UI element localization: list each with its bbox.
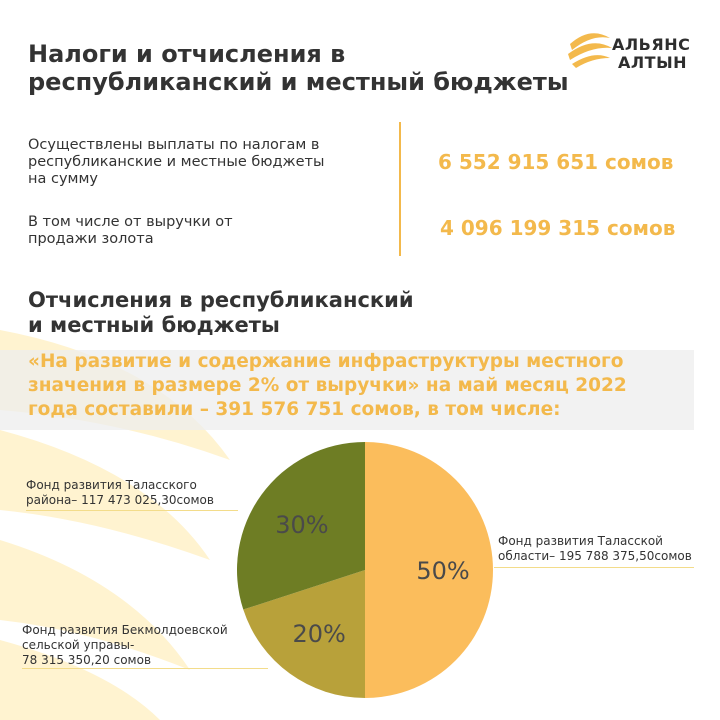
stat-value-gold: 4 096 199 315 сомов xyxy=(440,216,676,240)
legend-bekmoldo-line3: 78 315 350,20 сомов xyxy=(22,653,152,667)
pie-label-bekmoldo: 20% xyxy=(292,620,346,649)
pie-label-oblast: 50% xyxy=(416,557,470,585)
stat-value-total: 6 552 915 651 сомов xyxy=(438,150,674,174)
stat-label-gold xyxy=(28,214,388,248)
legend-bekmoldo xyxy=(22,623,262,668)
legend-rayon-line1: Фонд развития Таласского xyxy=(26,478,197,492)
brand-line2: АЛТЫН xyxy=(618,53,688,72)
brand-line1: АЛЬЯНС xyxy=(612,35,691,54)
stat-label-gold-line2: продажи золота xyxy=(28,231,154,247)
quote-line1: «На развитие и содержание инфраструктуры местного xyxy=(28,351,624,372)
legend-rayon-line2: района– 117 473 025,30сомов xyxy=(26,493,214,507)
title-line1: Налоги и отчисления в xyxy=(28,40,346,68)
legend-bekmoldo-line2: сельской управы- xyxy=(22,638,135,652)
section-title-line2: и местный бюджеты xyxy=(28,313,280,337)
stat-label-gold-line1: В том числе от выручки от xyxy=(28,214,233,230)
divider-line xyxy=(399,122,401,256)
legend-oblast-line2: области– 195 788 375,50сомов xyxy=(498,549,692,563)
legend-oblast-underline xyxy=(494,567,694,568)
title-line2: республиканский и местный бюджеты xyxy=(28,68,569,96)
stat-label-total-line3: на сумму xyxy=(28,171,98,187)
page-title xyxy=(28,40,588,96)
pie-chart xyxy=(235,440,495,700)
quote-line3: года составили – 391 576 751 сомов, в том числе: xyxy=(28,399,561,420)
stat-label-total xyxy=(28,137,388,188)
pie-label-rayon: 30% xyxy=(275,511,329,540)
legend-rayon xyxy=(26,478,236,508)
legend-bekmoldo-line1: Фонд развития Бекмолдоевской xyxy=(22,623,228,637)
brand-logo-text xyxy=(612,36,690,72)
legend-rayon-underline xyxy=(26,510,238,511)
quote-line2: значения в размере 2% от выручки» на май месяц 2022 xyxy=(28,375,627,396)
legend-oblast xyxy=(498,534,708,564)
stat-label-total-line1: Осуществлены выплаты по налогам в xyxy=(28,137,320,153)
stat-label-total-line2: республиканские и местные бюджеты xyxy=(28,154,325,170)
legend-bekmoldo-underline xyxy=(22,668,268,669)
quote-text xyxy=(28,350,688,422)
section-title-line1: Отчисления в республиканский xyxy=(28,288,414,312)
section-title xyxy=(28,288,488,338)
legend-oblast-line1: Фонд развития Таласской xyxy=(498,534,663,548)
